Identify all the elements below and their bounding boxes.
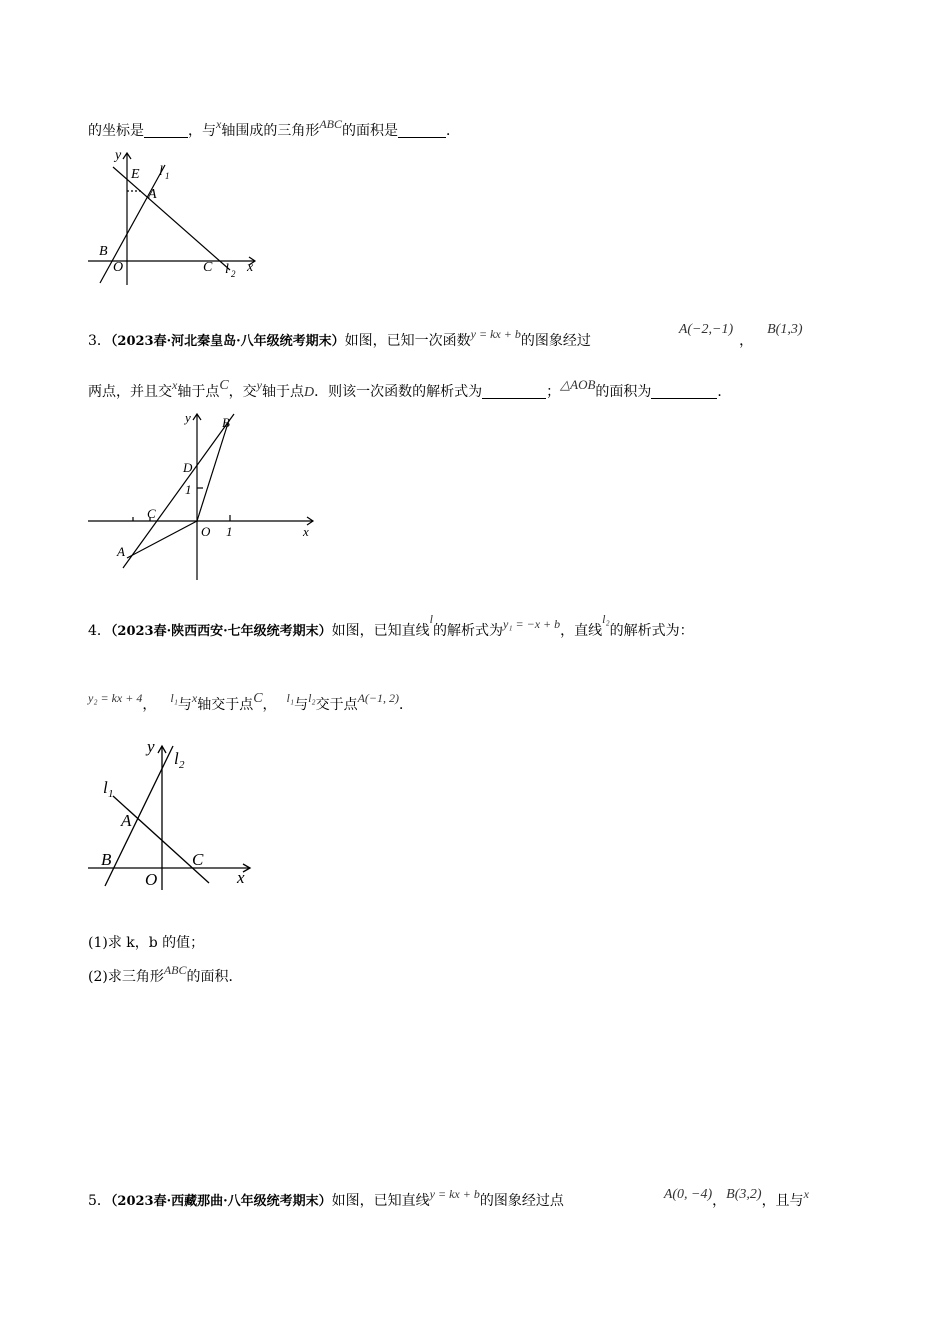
label-y: y	[115, 148, 122, 163]
label-C: C	[192, 850, 204, 869]
label-l1-sub: 1	[165, 171, 170, 181]
text: 的图象经过	[520, 333, 591, 349]
label-A: A	[121, 811, 132, 830]
figure-q2	[85, 145, 265, 290]
text: 轴交于点	[197, 697, 254, 713]
label-x: x	[237, 868, 245, 887]
q5-line1	[88, 1187, 809, 1210]
math-var: l₁	[170, 691, 178, 705]
math-var: y	[256, 378, 262, 392]
question-number: 4．	[88, 623, 111, 639]
label-C: C	[147, 506, 156, 521]
text: ，	[712, 1193, 727, 1209]
q2-line	[88, 117, 460, 140]
q3-line1	[88, 322, 803, 350]
question-number: 5．	[88, 1193, 111, 1209]
label-y: y	[147, 737, 155, 756]
label-A: A	[148, 187, 157, 202]
text: ；	[546, 384, 561, 400]
math-expr: y = kx + b	[470, 327, 521, 341]
text: 的坐标是	[88, 123, 144, 139]
label-l1: l	[159, 164, 163, 179]
text: 的解析式为	[433, 623, 503, 639]
figure-q4	[85, 738, 265, 893]
point-A: A(−1, 2)	[357, 691, 399, 705]
math-var: C	[219, 378, 229, 393]
text: 的解析式为：	[609, 623, 694, 639]
label-D: D	[183, 460, 193, 475]
math-var: l₂	[308, 691, 316, 705]
math-var: x	[216, 117, 222, 131]
label-l2: l	[225, 262, 229, 277]
segment-OB	[197, 420, 229, 521]
question-source: （2023春·陕西西安·七年级统考期末）	[110, 624, 332, 639]
point-A: A(0, −4)	[663, 1187, 713, 1202]
label-l1-sub: 1	[108, 788, 114, 800]
math-var: ABC	[319, 117, 342, 131]
answer-blank	[482, 384, 546, 399]
text: 的面积．	[186, 969, 243, 985]
text: 的面积为	[595, 384, 652, 400]
text: 交于点	[315, 697, 358, 713]
text: 轴于点	[262, 384, 304, 400]
question-number: 3．	[88, 333, 111, 349]
point-B: B(3,2)	[726, 1187, 762, 1202]
label-one-y: 1	[185, 482, 192, 497]
figure-q3	[85, 410, 325, 582]
label-O: O	[201, 524, 211, 539]
question-source: （2023春·河北秦皇岛·八年级统考期末）	[110, 334, 345, 349]
label-x: x	[247, 260, 254, 275]
label-l2: l	[174, 749, 179, 768]
label-E: E	[131, 167, 140, 182]
label-B: B	[99, 244, 108, 259]
text: 轴围成的三角形	[221, 123, 320, 139]
text: 两点，并且交	[88, 384, 172, 400]
text: ．	[717, 384, 732, 400]
text: ，	[142, 697, 157, 713]
math-var: C	[253, 691, 263, 706]
text: ，直线	[560, 623, 603, 639]
line-l1	[100, 165, 165, 283]
text: ，交	[228, 384, 257, 400]
text: ，且与	[761, 1193, 804, 1209]
math-var: D	[304, 385, 315, 400]
point-B: B(1,3)	[767, 322, 803, 337]
answer-blank	[651, 384, 717, 399]
math-expr: y₁ = −x + b	[503, 617, 561, 631]
math-var: x	[172, 378, 178, 392]
q4-sub1	[88, 932, 204, 952]
math-expr: y₂ = kx + 4	[88, 691, 143, 705]
label-x: x	[303, 524, 309, 539]
text: ，与	[188, 123, 216, 139]
label-A: A	[117, 544, 125, 559]
line-AB	[123, 414, 234, 568]
label-l1: l	[103, 778, 108, 797]
label-y: y	[185, 410, 191, 425]
text: 的图象经过点	[479, 1193, 564, 1209]
math-var: ABC	[163, 963, 187, 977]
label-O: O	[113, 260, 124, 275]
line-l2	[113, 167, 230, 270]
math-var: l₂	[602, 612, 610, 626]
math-var: x	[191, 691, 198, 705]
q4-line2	[88, 691, 413, 714]
text: 如图，已知直线	[331, 1193, 430, 1209]
label-one-x: 1	[226, 524, 233, 539]
text: 与	[294, 697, 309, 713]
math-expr: △AOB	[560, 377, 596, 392]
text: ，	[262, 697, 277, 713]
question-source: （2023春·西藏那曲·八年级统考期末）	[110, 1194, 332, 1209]
text: (2)求三角形	[88, 969, 164, 985]
label-C: C	[203, 260, 213, 275]
text: ，	[739, 333, 754, 349]
label-O: O	[145, 870, 158, 889]
text: 的面积是	[342, 123, 398, 139]
subquestion-1: (1)求 k，b 的值；	[88, 935, 205, 951]
math-expr: y = kx + b	[429, 1187, 480, 1201]
answer-blank	[398, 123, 446, 138]
q3-line2	[88, 377, 732, 401]
math-var: l	[429, 612, 433, 626]
text: 如图，已知直线	[331, 623, 430, 639]
text: ．则该一次函数的解析式为	[314, 384, 483, 400]
label-B: B	[101, 850, 112, 869]
label-B: B	[222, 415, 230, 430]
text: ．	[446, 123, 460, 139]
text: 如图，已知一次函数	[344, 333, 471, 349]
label-l2-sub: 2	[179, 759, 185, 771]
text: ．	[399, 697, 413, 713]
text: 与	[177, 697, 192, 713]
label-l2-sub: 2	[231, 269, 236, 279]
answer-blank	[144, 123, 188, 138]
math-var: l₁	[286, 691, 295, 705]
text: 轴于点	[177, 384, 220, 400]
segment-AO	[127, 521, 197, 558]
q4-line1	[88, 612, 694, 640]
line-l2	[105, 746, 173, 886]
point-A: A(−2,−1)	[678, 322, 734, 337]
math-var: x	[803, 1187, 809, 1201]
q4-sub2	[88, 963, 243, 986]
